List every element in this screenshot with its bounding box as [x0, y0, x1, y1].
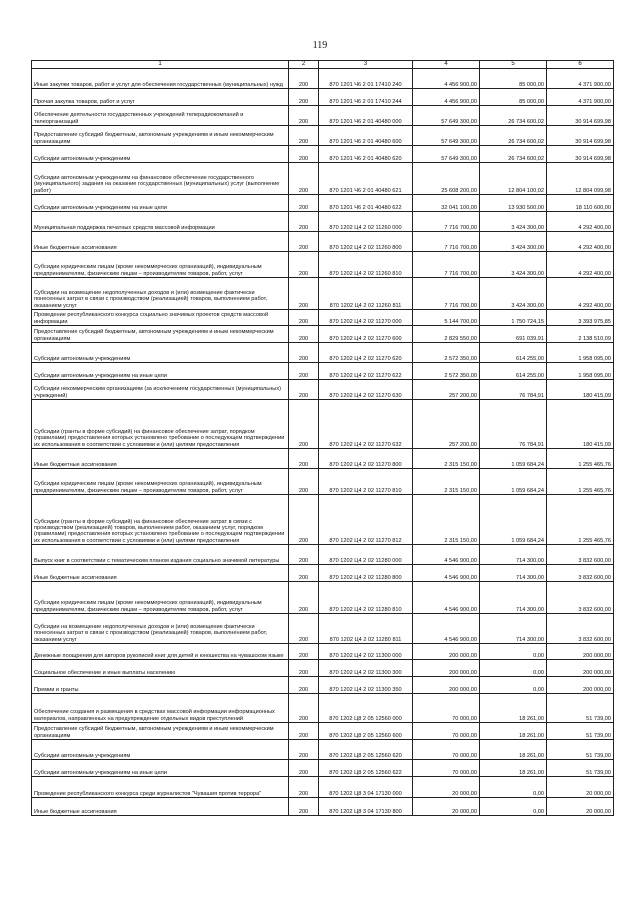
table-row — [32, 565, 614, 582]
approved-amount: 25 608 200,00 — [413, 163, 480, 195]
line-code: 200 — [289, 694, 319, 723]
budget-classification-code: 870 1202 Ц4 2 02 11270 622 — [319, 363, 413, 380]
executed-amount: 26 734 600,02 — [480, 126, 547, 146]
executed-amount: 18 261,00 — [480, 694, 547, 723]
approved-amount: 257 200,00 — [413, 400, 480, 449]
executed-amount: 85 000,00 — [480, 69, 547, 89]
table-row — [32, 740, 614, 760]
item-name: Субсидии юридическим лицам (кроме некоммерческих организаций), индивидуальным предпринимателям, физическим лицам – производителям товаров, работ, услуг — [32, 252, 289, 278]
line-code: 200 — [289, 565, 319, 582]
line-code: 200 — [289, 723, 319, 740]
item-name: Премии и гранты — [32, 677, 289, 694]
line-code: 200 — [289, 777, 319, 798]
item-name: Выпуск книг в соответствии с тематическим планом издания социально значимой литературы — [32, 545, 289, 565]
approved-amount: 4 546 900,00 — [413, 614, 480, 644]
budget-classification-code: 870 1202 Ц4 2 02 11280 000 — [319, 545, 413, 565]
executed-amount: 18 261,00 — [480, 740, 547, 760]
line-code: 200 — [289, 363, 319, 380]
remaining-amount: 30 914 699,98 — [547, 146, 614, 163]
budget-classification-code: 870 1202 Ц4 2 02 11260 811 — [319, 278, 413, 310]
executed-amount: 3 424 300,00 — [480, 212, 547, 232]
line-code: 200 — [289, 326, 319, 343]
item-name: Проведение республиканского конкурса среди журналистов "Чувашия против террора" — [32, 777, 289, 798]
approved-amount: 70 000,00 — [413, 723, 480, 740]
executed-amount: 3 424 300,00 — [480, 232, 547, 252]
executed-amount: 0,00 — [480, 660, 547, 677]
executed-amount: 614 255,00 — [480, 343, 547, 363]
line-code: 200 — [289, 163, 319, 195]
approved-amount: 2 315 150,00 — [413, 469, 480, 495]
column-header: 1 — [32, 61, 289, 69]
item-name: Субсидии автономным учреждениям — [32, 343, 289, 363]
budget-classification-code: 870 1202 Ц4 2 02 11280 811 — [319, 614, 413, 644]
item-name: Субсидии автономным учреждениям на иные цели — [32, 195, 289, 212]
budget-classification-code: 870 1202 Ц4 2 02 11270 812 — [319, 495, 413, 545]
item-name: Субсидии автономным учреждениям на иные цели — [32, 760, 289, 777]
budget-classification-code: 870 1202 Ц8 2 05 12560 000 — [319, 694, 413, 723]
remaining-amount: 30 914 699,98 — [547, 126, 614, 146]
table-row — [32, 326, 614, 343]
approved-amount: 7 716 700,00 — [413, 252, 480, 278]
remaining-amount: 4 292 400,00 — [547, 212, 614, 232]
budget-classification-code: 870 1201 Ч6 2 01 40480 620 — [319, 146, 413, 163]
item-name: Субсидии (гранты в форме субсидий) на финансовое обеспечение затрат, порядком (правилами) предоставления которых установлено требование о последующем подтверждении их использования в соответствии с условиями и (или) целями предоставления — [32, 400, 289, 449]
line-code: 200 — [289, 582, 319, 614]
line-code: 200 — [289, 212, 319, 232]
line-code: 200 — [289, 469, 319, 495]
table-row — [32, 343, 614, 363]
column-header: 6 — [547, 61, 614, 69]
remaining-amount: 200 000,00 — [547, 677, 614, 694]
table-row — [32, 677, 614, 694]
table-row — [32, 252, 614, 278]
executed-amount: 13 930 500,00 — [480, 195, 547, 212]
executed-amount: 714 300,00 — [480, 614, 547, 644]
approved-amount: 2 572 350,00 — [413, 343, 480, 363]
line-code: 200 — [289, 252, 319, 278]
item-name: Субсидии автономным учреждениям — [32, 740, 289, 760]
approved-amount: 70 000,00 — [413, 694, 480, 723]
item-name: Субсидии юридическим лицам (кроме некоммерческих организаций), индивидуальным предпринимателям, физическим лицам – производителям товаров, работ, услуг — [32, 582, 289, 614]
table-row — [32, 363, 614, 380]
approved-amount: 200 000,00 — [413, 644, 480, 660]
item-name: Прочая закупка товаров, работ и услуг — [32, 89, 289, 106]
remaining-amount: 12 804 099,98 — [547, 163, 614, 195]
approved-amount: 5 144 700,00 — [413, 310, 480, 326]
column-header: 2 — [289, 61, 319, 69]
executed-amount: 1 059 684,24 — [480, 469, 547, 495]
budget-classification-code: 870 1202 Ц8 2 05 12560 622 — [319, 760, 413, 777]
item-name: Предоставление субсидий бюджетным, автономным учреждениям и иным некоммерческим организациям — [32, 326, 289, 343]
table-row — [32, 69, 614, 89]
remaining-amount: 180 415,09 — [547, 380, 614, 400]
approved-amount: 2 315 150,00 — [413, 495, 480, 545]
line-code: 200 — [289, 495, 319, 545]
executed-amount: 714 300,00 — [480, 545, 547, 565]
budget-classification-code: 870 1202 Ц4 2 02 11280 810 — [319, 582, 413, 614]
executed-amount: 85 000,00 — [480, 89, 547, 106]
budget-classification-code: 870 1202 Ц4 2 02 11280 800 — [319, 565, 413, 582]
budget-classification-code: 870 1202 Ц4 2 02 11260 000 — [319, 212, 413, 232]
remaining-amount: 20 000,00 — [547, 777, 614, 798]
table-row — [32, 380, 614, 400]
line-code: 200 — [289, 343, 319, 363]
executed-amount: 0,00 — [480, 644, 547, 660]
remaining-amount: 1 255 465,76 — [547, 469, 614, 495]
approved-amount: 2 572 350,00 — [413, 363, 480, 380]
remaining-amount: 200 000,00 — [547, 660, 614, 677]
remaining-amount: 3 393 975,85 — [547, 310, 614, 326]
line-code: 200 — [289, 614, 319, 644]
item-name: Обеспечение создания и размещения в средствах массовой информации информационных материалов, направленных на предупреждение отдельных видов преступлений — [32, 694, 289, 723]
item-name: Субсидии юридическим лицам (кроме некоммерческих организаций), индивидуальным предпринимателям, физическим лицам – производителям товаров, работ, услуг — [32, 469, 289, 495]
remaining-amount: 1 958 095,00 — [547, 363, 614, 380]
approved-amount: 7 716 700,00 — [413, 232, 480, 252]
approved-amount: 4 456 900,00 — [413, 89, 480, 106]
approved-amount: 7 716 700,00 — [413, 278, 480, 310]
item-name: Субсидии автономным учреждениям на иные цели — [32, 363, 289, 380]
budget-classification-code: 870 1202 Ц8 3 04 17130 800 — [319, 798, 413, 816]
remaining-amount: 51 739,00 — [547, 723, 614, 740]
budget-classification-code: 870 1202 Ц4 2 02 11260 810 — [319, 252, 413, 278]
approved-amount: 4 456 900,00 — [413, 69, 480, 89]
approved-amount: 20 000,00 — [413, 798, 480, 816]
remaining-amount: 1 255 465,76 — [547, 495, 614, 545]
table-row — [32, 163, 614, 195]
executed-amount: 18 261,00 — [480, 760, 547, 777]
line-code: 200 — [289, 760, 319, 777]
table-row — [32, 126, 614, 146]
approved-amount: 57 649 300,00 — [413, 146, 480, 163]
item-name: Проведение республиканского конкурса социально значимых проектов средств массовой информации — [32, 310, 289, 326]
table-row — [32, 723, 614, 740]
item-name: Субсидии автономным учреждениям на финансовое обеспечение государственного (муниципального) задания на оказание государственных (муниципальных) услуг (выполнение работ) — [32, 163, 289, 195]
remaining-amount: 3 832 600,00 — [547, 565, 614, 582]
line-code: 200 — [289, 660, 319, 677]
budget-table — [31, 60, 614, 816]
approved-amount: 4 546 900,00 — [413, 582, 480, 614]
executed-amount: 3 424 300,00 — [480, 278, 547, 310]
item-name: Муниципальная поддержка печатных средств массовой информации — [32, 212, 289, 232]
table-row — [32, 212, 614, 232]
remaining-amount: 4 371 900,00 — [547, 89, 614, 106]
executed-amount: 714 300,00 — [480, 582, 547, 614]
executed-amount: 76 784,91 — [480, 400, 547, 449]
remaining-amount: 4 292 400,00 — [547, 278, 614, 310]
approved-amount: 4 546 900,00 — [413, 565, 480, 582]
table-row — [32, 760, 614, 777]
executed-amount: 12 804 100,02 — [480, 163, 547, 195]
remaining-amount: 1 255 465,76 — [547, 449, 614, 469]
table-row — [32, 545, 614, 565]
item-name: Иные бюджетные ассигнования — [32, 798, 289, 816]
table-row — [32, 495, 614, 545]
line-code: 200 — [289, 400, 319, 449]
budget-classification-code: 870 1202 Ц4 2 02 11300 000 — [319, 644, 413, 660]
table-row — [32, 660, 614, 677]
budget-classification-code: 870 1202 Ц4 2 02 11270 810 — [319, 469, 413, 495]
table-header-row — [32, 61, 614, 69]
table-row — [32, 232, 614, 252]
remaining-amount: 3 832 600,00 — [547, 582, 614, 614]
item-name: Субсидии на возмещение недополученных доходов и (или) возмещение фактически понесенных затрат в связи с производством (реализацией) товаров, выполнением работ, оказанием услуг — [32, 278, 289, 310]
budget-classification-code: 870 1201 Ч6 2 01 40480 000 — [319, 106, 413, 126]
column-header: 4 — [413, 61, 480, 69]
table-row — [32, 614, 614, 644]
executed-amount: 1 750 724,15 — [480, 310, 547, 326]
executed-amount: 614 255,00 — [480, 363, 547, 380]
executed-amount: 26 734 600,02 — [480, 146, 547, 163]
approved-amount: 57 649 300,00 — [413, 106, 480, 126]
remaining-amount: 200 000,00 — [547, 644, 614, 660]
remaining-amount: 51 739,00 — [547, 760, 614, 777]
line-code: 200 — [289, 89, 319, 106]
table-row — [32, 777, 614, 798]
item-name: Субсидии автономным учреждениям — [32, 146, 289, 163]
table-row — [32, 449, 614, 469]
remaining-amount: 51 739,00 — [547, 740, 614, 760]
item-name: Субсидии (гранты в форме субсидий) на финансовое обеспечение затрат в связи с производством (реализацией) товаров, выполнением работ, оказанием услуг, порядком (правилами) предоставления которых установлено требование о последующем подтверждении их использования в соответствии с условиями и (или) целями предоставления — [32, 495, 289, 545]
approved-amount: 20 000,00 — [413, 777, 480, 798]
line-code: 200 — [289, 195, 319, 212]
line-code: 200 — [289, 545, 319, 565]
remaining-amount: 4 292 400,00 — [547, 232, 614, 252]
approved-amount: 200 000,00 — [413, 660, 480, 677]
table-row — [32, 644, 614, 660]
page-number: 119 — [312, 40, 328, 51]
line-code: 200 — [289, 232, 319, 252]
budget-classification-code: 870 1202 Ц4 2 02 11270 800 — [319, 449, 413, 469]
approved-amount: 70 000,00 — [413, 740, 480, 760]
table-row — [32, 798, 614, 816]
remaining-amount: 30 914 699,98 — [547, 106, 614, 126]
column-header: 3 — [319, 61, 413, 69]
table-row — [32, 400, 614, 449]
line-code: 200 — [289, 449, 319, 469]
remaining-amount: 3 832 600,00 — [547, 614, 614, 644]
item-name: Обеспечение деятельности государственных учреждений телерадиокомпаний и телеорганизаций — [32, 106, 289, 126]
line-code: 200 — [289, 677, 319, 694]
budget-classification-code: 870 1201 Ч6 2 01 40480 600 — [319, 126, 413, 146]
executed-amount: 76 784,91 — [480, 380, 547, 400]
item-name: Социальное обеспечение и иные выплаты населению — [32, 660, 289, 677]
item-name: Иные бюджетные ассигнования — [32, 232, 289, 252]
line-code: 200 — [289, 146, 319, 163]
line-code: 200 — [289, 310, 319, 326]
executed-amount: 0,00 — [480, 677, 547, 694]
line-code: 200 — [289, 798, 319, 816]
budget-classification-code: 870 1202 Ц4 2 02 11260 800 — [319, 232, 413, 252]
remaining-amount: 1 958 095,00 — [547, 343, 614, 363]
approved-amount: 57 649 300,00 — [413, 126, 480, 146]
table-row — [32, 310, 614, 326]
budget-classification-code: 870 1202 Ц4 2 02 11300 300 — [319, 660, 413, 677]
item-name: Предоставление субсидий бюджетным, автономным учреждениям и иным некоммерческим организациям — [32, 723, 289, 740]
executed-amount: 714 300,00 — [480, 565, 547, 582]
approved-amount: 32 041 100,00 — [413, 195, 480, 212]
approved-amount: 70 000,00 — [413, 760, 480, 777]
budget-classification-code: 870 1201 Ч6 2 01 40480 621 — [319, 163, 413, 195]
table-row — [32, 106, 614, 126]
remaining-amount: 51 739,00 — [547, 694, 614, 723]
table-row — [32, 694, 614, 723]
item-name: Предоставление субсидий бюджетным, автономным учреждениям и иным некоммерческим организациям — [32, 126, 289, 146]
approved-amount: 257 200,00 — [413, 380, 480, 400]
approved-amount: 200 000,00 — [413, 677, 480, 694]
line-code: 200 — [289, 126, 319, 146]
executed-amount: 1 059 684,24 — [480, 449, 547, 469]
remaining-amount: 3 832 600,00 — [547, 545, 614, 565]
line-code: 200 — [289, 278, 319, 310]
budget-classification-code: 870 1202 Ц4 2 02 11300 350 — [319, 677, 413, 694]
table-row — [32, 469, 614, 495]
budget-classification-code: 870 1201 Ч6 2 01 40480 622 — [319, 195, 413, 212]
approved-amount: 2 315 150,00 — [413, 449, 480, 469]
item-name: Субсидии некоммерческим организациям (за исключением государственных (муниципальных) учреждений) — [32, 380, 289, 400]
budget-classification-code: 870 1202 Ц8 2 05 12560 620 — [319, 740, 413, 760]
budget-classification-code: 870 1202 Ц4 2 02 11270 630 — [319, 380, 413, 400]
budget-classification-code: 870 1202 Ц4 2 02 11270 600 — [319, 326, 413, 343]
executed-amount: 18 261,00 — [480, 723, 547, 740]
item-name: Иные бюджетные ассигнования — [32, 565, 289, 582]
item-name: Иные бюджетные ассигнования — [32, 449, 289, 469]
remaining-amount: 4 292 400,00 — [547, 252, 614, 278]
remaining-amount: 18 110 600,00 — [547, 195, 614, 212]
executed-amount: 26 734 600,02 — [480, 106, 547, 126]
executed-amount: 3 424 300,00 — [480, 252, 547, 278]
executed-amount: 0,00 — [480, 777, 547, 798]
item-name: Иные закупки товаров, работ и услуг для обеспечения государственных (муниципальных) нужд — [32, 69, 289, 89]
budget-classification-code: 870 1202 Ц8 2 05 12560 600 — [319, 723, 413, 740]
table-row — [32, 278, 614, 310]
executed-amount: 0,00 — [480, 798, 547, 816]
budget-classification-code: 870 1202 Ц4 2 02 11270 620 — [319, 343, 413, 363]
remaining-amount: 180 415,09 — [547, 400, 614, 449]
table-row — [32, 195, 614, 212]
line-code: 200 — [289, 380, 319, 400]
budget-classification-code: 870 1201 Ч6 2 01 17410 240 — [319, 69, 413, 89]
line-code: 200 — [289, 740, 319, 760]
approved-amount: 4 546 900,00 — [413, 545, 480, 565]
line-code: 200 — [289, 69, 319, 89]
item-name: Субсидии на возмещение недополученных доходов и (или) возмещение фактически понесенных затрат в связи с производством (реализацией) товаров, выполнением работ, оказанием услуг — [32, 614, 289, 644]
table-row — [32, 582, 614, 614]
item-name: Денежные поощрения для авторов рукописей книг для детей и юношества на чувашском языке — [32, 644, 289, 660]
executed-amount: 1 059 684,24 — [480, 495, 547, 545]
budget-classification-code: 870 1202 Ц4 2 02 11270 632 — [319, 400, 413, 449]
table-row — [32, 146, 614, 163]
approved-amount: 2 829 550,00 — [413, 326, 480, 343]
budget-classification-code: 870 1202 Ц4 2 02 11270 000 — [319, 310, 413, 326]
table-row — [32, 89, 614, 106]
remaining-amount: 2 138 510,09 — [547, 326, 614, 343]
remaining-amount: 20 000,00 — [547, 798, 614, 816]
budget-classification-code: 870 1201 Ч6 2 01 17410 244 — [319, 89, 413, 106]
remaining-amount: 4 371 900,00 — [547, 69, 614, 89]
column-header: 5 — [480, 61, 547, 69]
executed-amount: 691 039,91 — [480, 326, 547, 343]
line-code: 200 — [289, 106, 319, 126]
line-code: 200 — [289, 644, 319, 660]
budget-classification-code: 870 1202 Ц8 3 04 17130 000 — [319, 777, 413, 798]
approved-amount: 7 716 700,00 — [413, 212, 480, 232]
